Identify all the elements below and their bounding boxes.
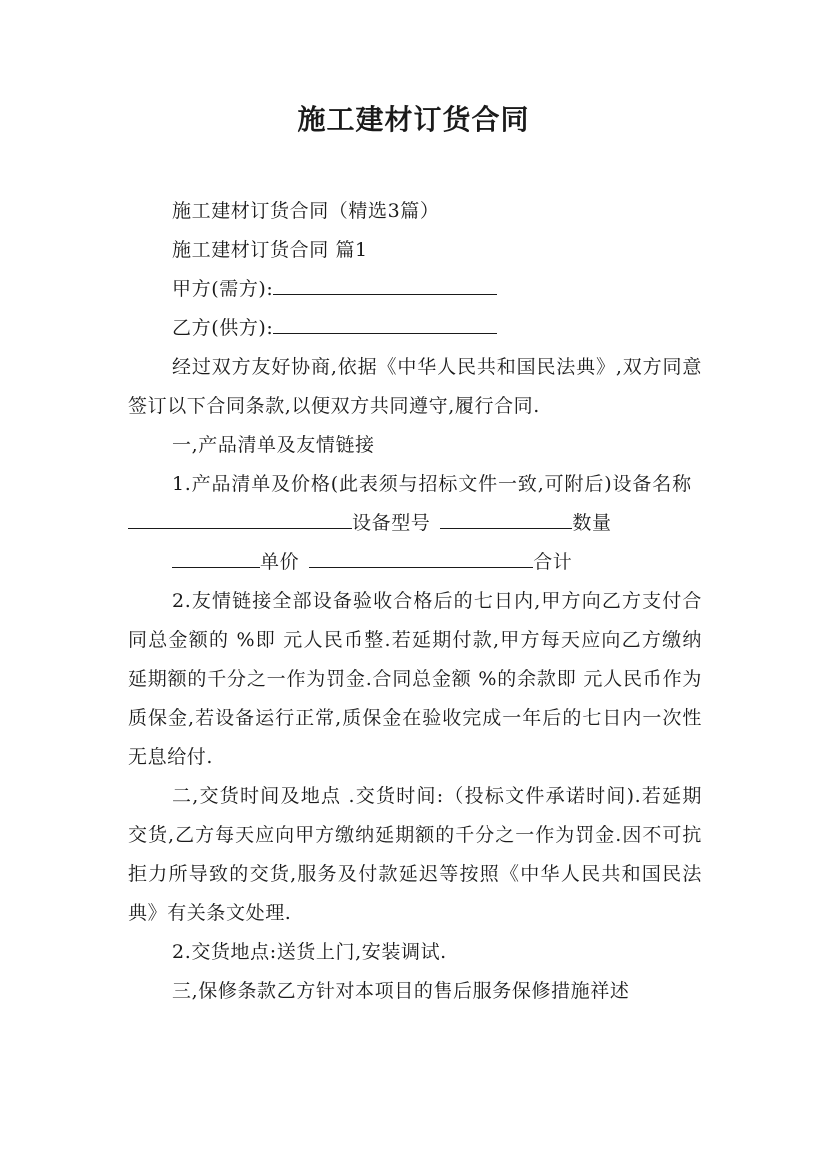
paragraph-product-list xyxy=(128,465,702,543)
paragraph-delivery-location: 2.交货地点:送货上门,安装调试. xyxy=(172,941,447,963)
paragraph-section-heading: 施工建材订货合同 篇1 xyxy=(172,239,368,261)
unit-price-label: 单价 xyxy=(260,551,300,573)
total-label: 合计 xyxy=(533,551,573,573)
device-model-label: 设备型号 xyxy=(352,512,431,534)
paragraph-warranty-heading: 三,保修条款乙方针对本项目的售后服务保修措施祥述 xyxy=(172,980,630,1002)
device-model-blank-line xyxy=(440,508,572,529)
paragraph-preamble: 经过双方友好协商,依据《中华人民共和国民法典》,双方同意签订以下合同条款,以便双方共同遵守,履行合同. xyxy=(128,356,702,417)
quantity-label: 数量 xyxy=(572,512,612,534)
document-body xyxy=(128,192,702,1011)
paragraph-price-line xyxy=(128,543,702,582)
device-name-blank-line xyxy=(128,508,352,529)
party-b-blank-line xyxy=(273,313,497,334)
paragraph-delivery-time: 二,交货时间及地点 .交货时间:（投标文件承诺时间).若延期交货,乙方每天应向甲方缴纳延期额的千分之一作为罚金.因不可抗拒力所导致的交货,服务及付款延迟等按照《中华人民共和国民法典》有关条文处理. xyxy=(128,785,702,924)
paragraph-payment-terms: 2.友情链接全部设备验收合格后的七日内,甲方向乙方支付合同总金额的 %即 元人民币整.若延期付款,甲方每天应向乙方缴纳延期额的千分之一作为罚金.合同总金额 %的余款即 元人民币作为质保金,若设备运行正常,质保金在验收完成一年后的七日内一次性无息给付. xyxy=(128,590,702,768)
party-a-blank-line xyxy=(273,274,497,295)
party-a-label: 甲方(需方): xyxy=(172,278,274,300)
unit-price-blank-line xyxy=(309,547,533,568)
product-list-text: 1.产品清单及价格(此表须与招标文件一致,可附后)设备名称 xyxy=(172,473,692,495)
paragraph-party-b xyxy=(128,309,702,348)
paragraph-subtitle: 施工建材订货合同（精选3篇） xyxy=(172,200,440,222)
quantity-blank-line xyxy=(172,547,260,568)
paragraph-party-a xyxy=(128,270,702,309)
party-b-label: 乙方(供方): xyxy=(172,317,274,339)
document-title: 施工建材订货合同 xyxy=(297,103,530,136)
paragraph-clause-1-heading: 一,产品清单及友情链接 xyxy=(172,434,375,456)
